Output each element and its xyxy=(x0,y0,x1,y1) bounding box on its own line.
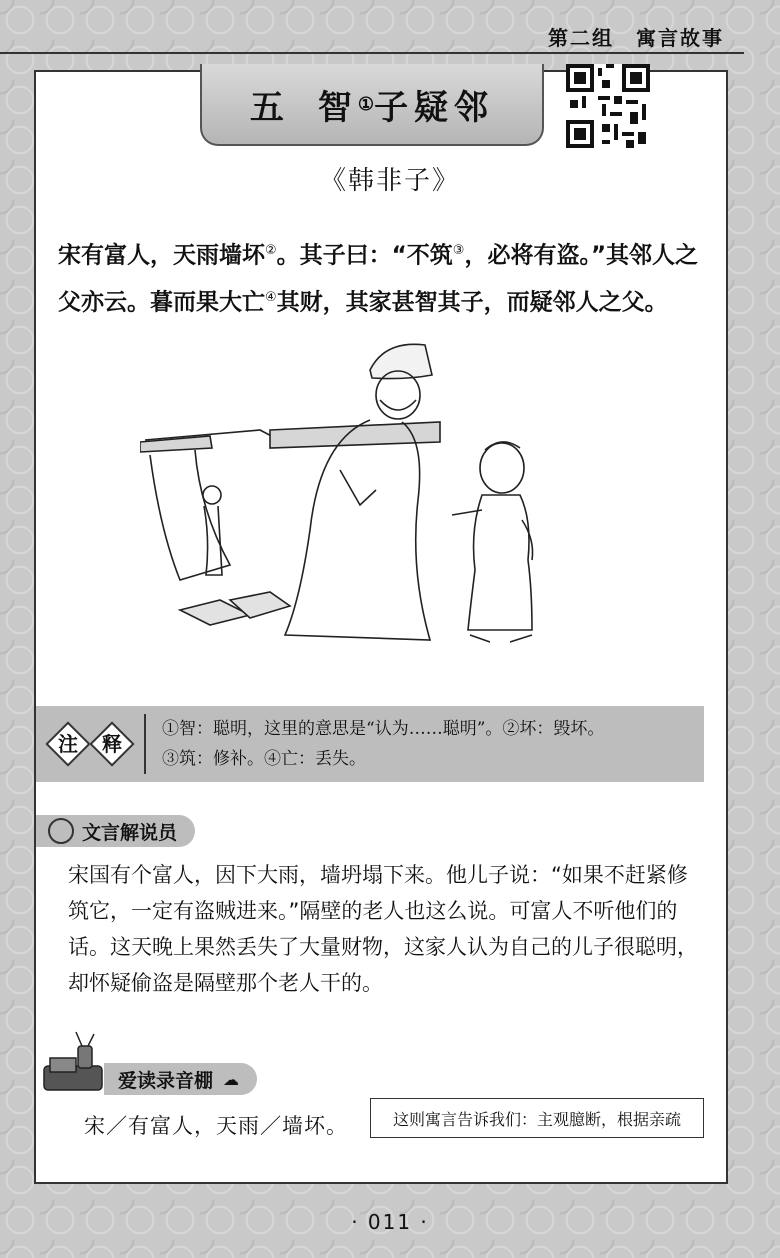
title-post: 子疑邻 xyxy=(374,87,495,128)
note-mark-4: ④ xyxy=(265,289,277,305)
moral-box: 这则寓言告诉我们：主观臆断，根据亲疏 xyxy=(370,1098,704,1138)
title-note-mark: ① xyxy=(357,93,375,115)
recording-label: 爱读录音棚 xyxy=(118,1069,214,1092)
explainer-tag xyxy=(36,815,195,847)
story-illustration xyxy=(140,330,570,660)
notes-text xyxy=(162,714,604,774)
notes-badge-a xyxy=(45,721,90,766)
inkstone-icon xyxy=(38,1028,108,1098)
explainer-label: 文言解说员 xyxy=(82,821,178,844)
author-source: 《韩非子》 xyxy=(319,166,460,196)
notes-badge-b-text: 释 xyxy=(102,732,122,756)
lesson-title xyxy=(200,64,544,146)
cloud-swirl-icon: ☁ xyxy=(223,1069,240,1089)
classical-part-4: 其财，其家甚智其子，而疑邻人之父。 xyxy=(276,289,668,316)
qr-code-icon[interactable] xyxy=(566,64,650,148)
note-mark-2: ② xyxy=(265,243,277,258)
notes-line-1: ①智：聪明，这里的意思是“认为……聪明”。②坏：毁坏。 xyxy=(162,719,605,739)
explainer-text: 宋国有个富人，因下大雨，墙坍塌下来。他儿子说：“如果不赶紧修筑它，一定有盗贼进来。”隔壁的老人也这么说。可富人不听他们的话。这天晚上果然丢失了大量财物，这家人认为自己的儿子很聪明，却怀疑偷盗是隔壁那个老人干的。 xyxy=(68,863,698,995)
header-rule xyxy=(0,52,744,54)
spiral-icon xyxy=(48,818,74,844)
notes-line-2: ③筑：修补。④亡：丢失。 xyxy=(162,749,366,769)
recite-text: 宋／有富人，天雨／墙坏。 xyxy=(84,1114,348,1138)
title-number: 五 xyxy=(249,87,290,128)
classical-part-2: 。其子曰：“不筑 xyxy=(276,242,453,269)
title-pre: 智 xyxy=(317,87,358,128)
classical-part-1: 宋有富人，天雨墙坏 xyxy=(58,242,265,269)
recording-tag xyxy=(104,1063,257,1095)
notes-badge-b xyxy=(89,721,134,766)
classical-text xyxy=(58,230,718,323)
page-number: · 011 · xyxy=(351,1210,429,1234)
chapter-header: 第二组 寓言故事 xyxy=(548,26,724,50)
classical-part-3: ，必将有盗。”其邻人之父亦云。暮而果大亡 xyxy=(58,242,699,316)
notes-box xyxy=(36,706,704,782)
note-mark-3: ③ xyxy=(452,243,465,258)
notes-badge-a-text: 注 xyxy=(58,732,78,756)
notes-badge xyxy=(36,714,146,774)
